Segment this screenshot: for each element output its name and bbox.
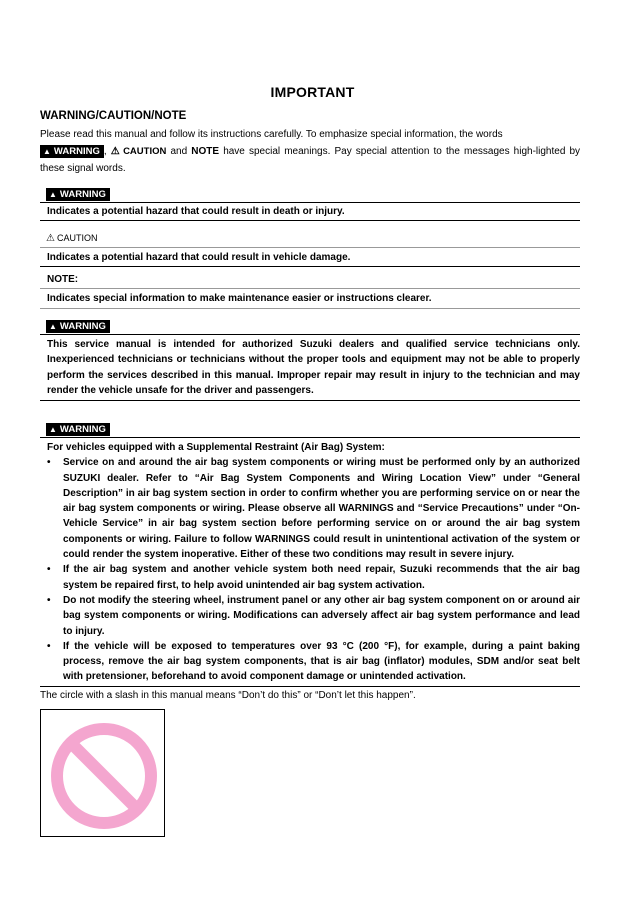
warning-triangle-icon: ▲ (49, 322, 57, 332)
warning-triangle-icon: ▲ (43, 146, 51, 156)
bullet-text: If the air bag system and another vehicle system both need repair, Suzuki recommends that the air bag system be repaired first, to help avoid unintended air bag system activation. (63, 564, 580, 591)
warning-badge (46, 188, 110, 201)
warning-airbag-body (40, 438, 580, 685)
prohibition-figure (40, 709, 165, 837)
definition-caution-text: Indicates a potential hazard that could result in vehicle damage. (47, 252, 351, 263)
caution-label-text: CAUTION (56, 233, 98, 243)
warning-word: WARNING (53, 145, 100, 157)
definition-caution (40, 230, 580, 267)
warning-service-box (40, 318, 580, 401)
warning-label: WARNING (59, 189, 106, 201)
warning-badge (46, 423, 110, 436)
definition-note (40, 271, 580, 309)
definition-warning-text: Indicates a potential hazard that could result in death or injury. (47, 206, 345, 217)
caution-inline (111, 146, 167, 157)
intro-line1: Please read this manual and follow its instructions carefully. To emphasize special information, the words (40, 129, 503, 140)
caution-label (40, 230, 580, 247)
intro-and: and (170, 146, 188, 157)
intro-sep: , (103, 146, 107, 157)
warning-service-text: This service manual is intended for authorized Suzuki dealers and qualified service technicians only. Inexperienced technicians or technicians without the proper tools and equipment may not be able to properly perform the services described in this manual. Improper repair may result in injury to the technician and may render the vehicle unsafe for the driver and passengers. (47, 339, 580, 396)
warning-triangle-icon: ▲ (49, 425, 57, 435)
intro-paragraph (40, 126, 580, 177)
caution-word: CAUTION (123, 146, 167, 157)
bullet-text: Service on and around the air bag system components or wiring must be performed only by an authorized SUZUKI dealer. Refer to “Air Bag System Components and Wiring Location View” under “General Description” in air bag system section in order to confirm whether you are performing service on or near the air bag system components or wiring. Please observe all WARNINGS and “Service Precautions” under “On-Vehicle Service” in air bag system section before performing service on or around the air bag system components or wiring. Failure to follow WARNINGS could result in unintentional activation of the system or could render the system inoperative. Either of these two conditions may result in severe injury. (63, 457, 580, 561)
warning-label: WARNING (59, 424, 106, 436)
warning-triangle-icon: ▲ (49, 190, 57, 200)
bullet-text: If the vehicle will be exposed to temperatures over 93 °C (200 °F), for example, during a paint baking process, remove the air bag system components, that is air bag (inflator) modules, SDM and/or seat belt with pretensioner, beforehand to avoid component damage or unintended activation. (63, 640, 580, 683)
airbag-bullet-list (47, 455, 580, 684)
warning-badge-inline (40, 145, 104, 158)
warning-airbag-box (40, 421, 580, 687)
note-label: NOTE: (47, 274, 79, 285)
note-word: NOTE (191, 146, 220, 157)
definition-note-text: Indicates special information to make maintenance easier or instructions clearer. (47, 293, 432, 304)
prohibition-icon (41, 710, 164, 836)
warning-label: WARNING (59, 321, 106, 333)
list-item: • If the vehicle will be exposed to temperatures over 93 °C (200 °F), for example, during a paint baking process, remove the air bag system components, that is air bag (inflator) modules, SDM and/or seat belt with pretensioner, beforehand to avoid component damage or unintended activation. (47, 640, 580, 683)
list-item: • Service on and around the air bag system components or wiring must be performed only by an authorized SUZUKI dealer. Refer to “Air Bag System Components and Wiring Location View” under “General Description” in air bag system section in order to confirm whether you are performing service on or near the air bag system components or wiring. Please observe all WARNINGS and “Service Precautions” under “On-Vehicle Service” in air bag system section before performing service on or around the air bag system components or wiring. Failure to follow WARNINGS could result in unintentional activation of the system or could render the system inoperative. Either of these two conditions may result in severe injury. (47, 457, 580, 561)
closing-note: The circle with a slash in this manual means “Don’t do this” or “Don’t let this happen”. (40, 690, 416, 701)
list-item: • Do not modify the steering wheel, instrument panel or any other air bag system component on or around air bag system components or wiring. Modifications can adversely affect air bag system performance and lead to injury. (47, 594, 580, 637)
caution-triangle-icon: ⚠ (46, 233, 55, 244)
list-item: • If the air bag system and another vehicle system both need repair, Suzuki recommends that the air bag system be repaired first, to help avoid unintended air bag system activation. (47, 564, 580, 591)
section-heading: WARNING/CAUTION/NOTE (40, 110, 187, 122)
warning-badge (46, 320, 110, 333)
definition-warning (40, 186, 580, 221)
page-title: IMPORTANT (270, 84, 355, 100)
intro-rest: have special meanings. Pay special attention to the messages high-lighted by these signal words. (40, 146, 581, 174)
caution-triangle-icon: ⚠ (110, 146, 122, 157)
warning-airbag-lead: For vehicles equipped with a Supplemental Restraint (Air Bag) System: (47, 442, 385, 453)
bullet-text: Do not modify the steering wheel, instrument panel or any other air bag system component on or around air bag system components or wiring. Modifications can adversely affect air bag system performance and lead to injury. (63, 594, 580, 637)
